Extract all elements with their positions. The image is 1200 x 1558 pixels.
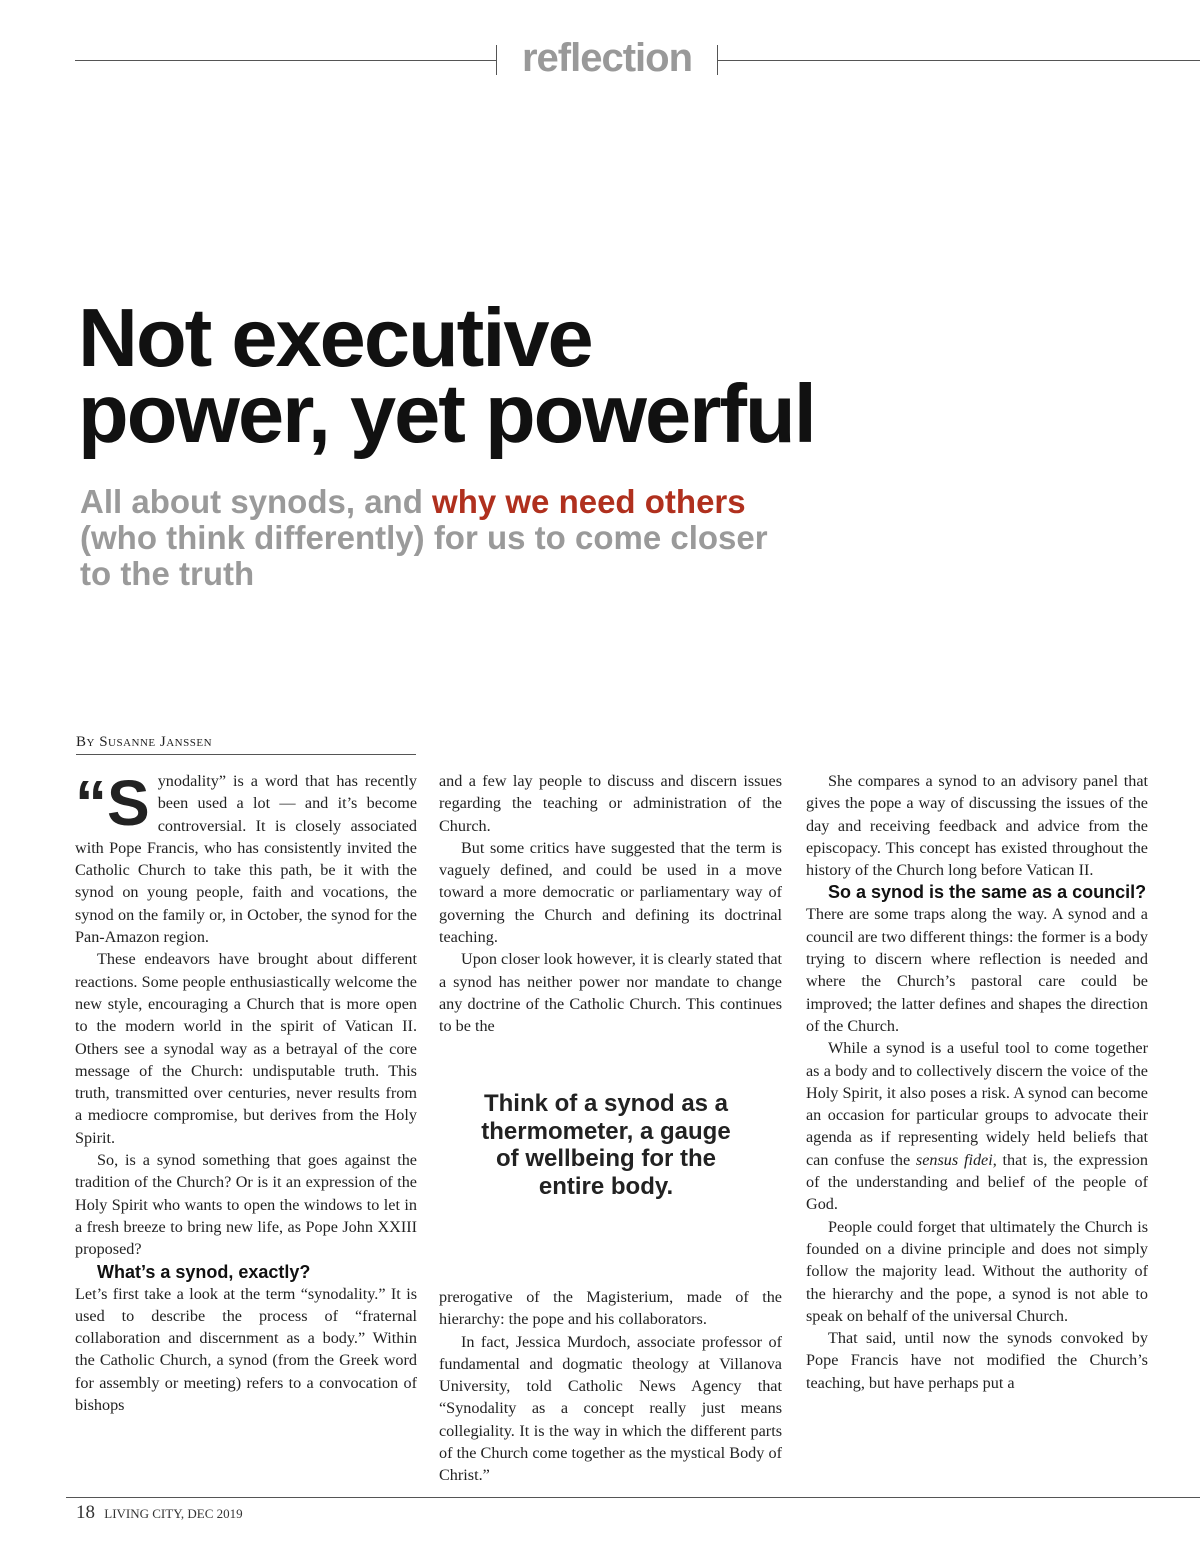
article-subheadline — [80, 484, 780, 592]
body-paragraph: There are some traps along the way. A synod and a council are two different things: the former is a body trying to discern where reflection is needed and where the Church’s pastoral care could be improved; the latter defines and shapes the direction of the Church. — [806, 905, 1148, 1035]
article-headline — [78, 291, 1138, 460]
publication-name: LIVING CITY, DEC 2019 — [104, 1506, 243, 1521]
body-paragraph: These endeavors have brought about different reactions. Some people enthusiastically welcome the new style, encouraging a Church that is more open to the modern world in the spirit of Vatican II. Others see a synodal way as a betrayal of the core message of the Church: undisputable truth. This truth, transmitted over centuries, never results from a mediocre compromise, but derives from the Holy Spirit. — [75, 950, 417, 1147]
body-paragraph: So, is a synod something that goes against the tradition of the Church? Or is it an expression of the Holy Spirit who wants to open the windows to let in a fresh breeze to bring new life, as Pope John XXIII proposed? — [75, 1151, 417, 1259]
body-paragraph: and a few lay people to discuss and discern issues regarding the teaching or administration of the Church. — [439, 772, 782, 835]
body-column-2-bottom — [439, 1286, 782, 1487]
body-paragraph: In fact, Jessica Murdoch, associate professor of fundamental and dogmatic theology at Villanova University, told Catholic News Agency that “Synodality as a concept really just means collegiality. It is the way in which the different parts of the Church come together as the mystical Body of Christ.” — [439, 1332, 782, 1485]
body-paragraph: But some critics have suggested that the term is vaguely defined, and could be used in a move toward a more democratic or parliamentary way of governing the Church and defining its doctrinal teaching. — [439, 838, 782, 947]
body-column-2-top — [439, 770, 782, 1038]
body-column-3 — [806, 770, 1148, 1394]
body-paragraph — [806, 1037, 1148, 1215]
drop-cap-letter: S — [107, 767, 150, 839]
drop-cap — [75, 767, 150, 839]
headline-line-2: power, yet powerful — [78, 367, 815, 460]
text-run: , that is, the expression of the understanding and belief of the people of God. — [806, 1150, 1148, 1214]
section-subheading: So a synod is the same as a council? — [828, 882, 1147, 903]
drop-cap-quote: “ — [75, 767, 107, 839]
pull-quote: Think of a synod as a thermometer, a gauge of wellbeing for the entire body. — [481, 1090, 731, 1200]
body-paragraph: Upon closer look however, it is clearly stated that a synod has neither power nor mandate to change any doctrine of the Catholic Church. This continues to be the — [439, 950, 782, 1036]
subheadline-part-1: All about synods, and — [80, 483, 433, 520]
body-column-1 — [75, 767, 417, 1416]
header-tick-left — [496, 45, 497, 75]
text-run: While a synod is a useful tool to come together as a body and to collectively discern the voice of the Holy Spirit, it also poses a risk. A synod can become an occasion for particular groups to advocate their agenda as if representing widely held beliefs that can confuse the — [806, 1039, 1148, 1169]
section-subheading: What’s a synod, exactly? — [97, 1261, 311, 1282]
page-footer — [76, 1502, 243, 1524]
header-rule-right — [718, 60, 1200, 61]
body-paragraph: That said, until now the synods convoked by Pope Francis have not modified the Church’s teaching, but have perhaps put a — [806, 1329, 1148, 1392]
body-paragraph: People could forget that ultimately the Church is founded on a divine principle and does not simply follow the majority lead. Without the authority of the hierarchy and the pope, a synod is not able to speak on behalf of the universal Church. — [806, 1217, 1148, 1325]
byline: By Susanne Janssen — [76, 734, 416, 755]
section-label: reflection — [521, 36, 693, 80]
headline-line-1: Not executive — [78, 291, 592, 384]
body-paragraph: prerogative of the Magisterium, made of the hierarchy: the pope and his collaborators. — [439, 1288, 782, 1329]
page-number: 18 — [76, 1502, 95, 1523]
header-rule-left — [75, 60, 497, 61]
subheadline-highlight: why we need others — [432, 483, 746, 520]
italic-term: sensus fidei — [915, 1150, 993, 1169]
subheadline-part-2: (who think differently) for us to come closer to the truth — [80, 519, 768, 592]
body-paragraph: Let’s first take a look at the term “synodality.” It is used to describe the process of “fraternal collaboration and discernment as a body.” Within the Catholic Church, a synod (from the Greek word for assembly or meeting) refers to a convocation of bishops — [75, 1284, 417, 1415]
body-paragraph: She compares a synod to an advisory panel that gives the pope a way of discussing the issues of the day and receiving feedback and advice from the episcopacy. This concept has existed throughout the history of the Church long before Vatican II. — [806, 772, 1148, 880]
footer-rule — [66, 1497, 1200, 1498]
body-paragraph — [75, 767, 417, 948]
lead-text: ynodality” is a word that has recently been used a lot — and it’s become controversial. It is closely associated with Pope Francis, who has consistently invited the Catholic Church to take this path, be it with the synod on young people, faith and vocations, the synod on the family or, in October, the synod for the Pan-Amazon region. — [75, 772, 417, 947]
